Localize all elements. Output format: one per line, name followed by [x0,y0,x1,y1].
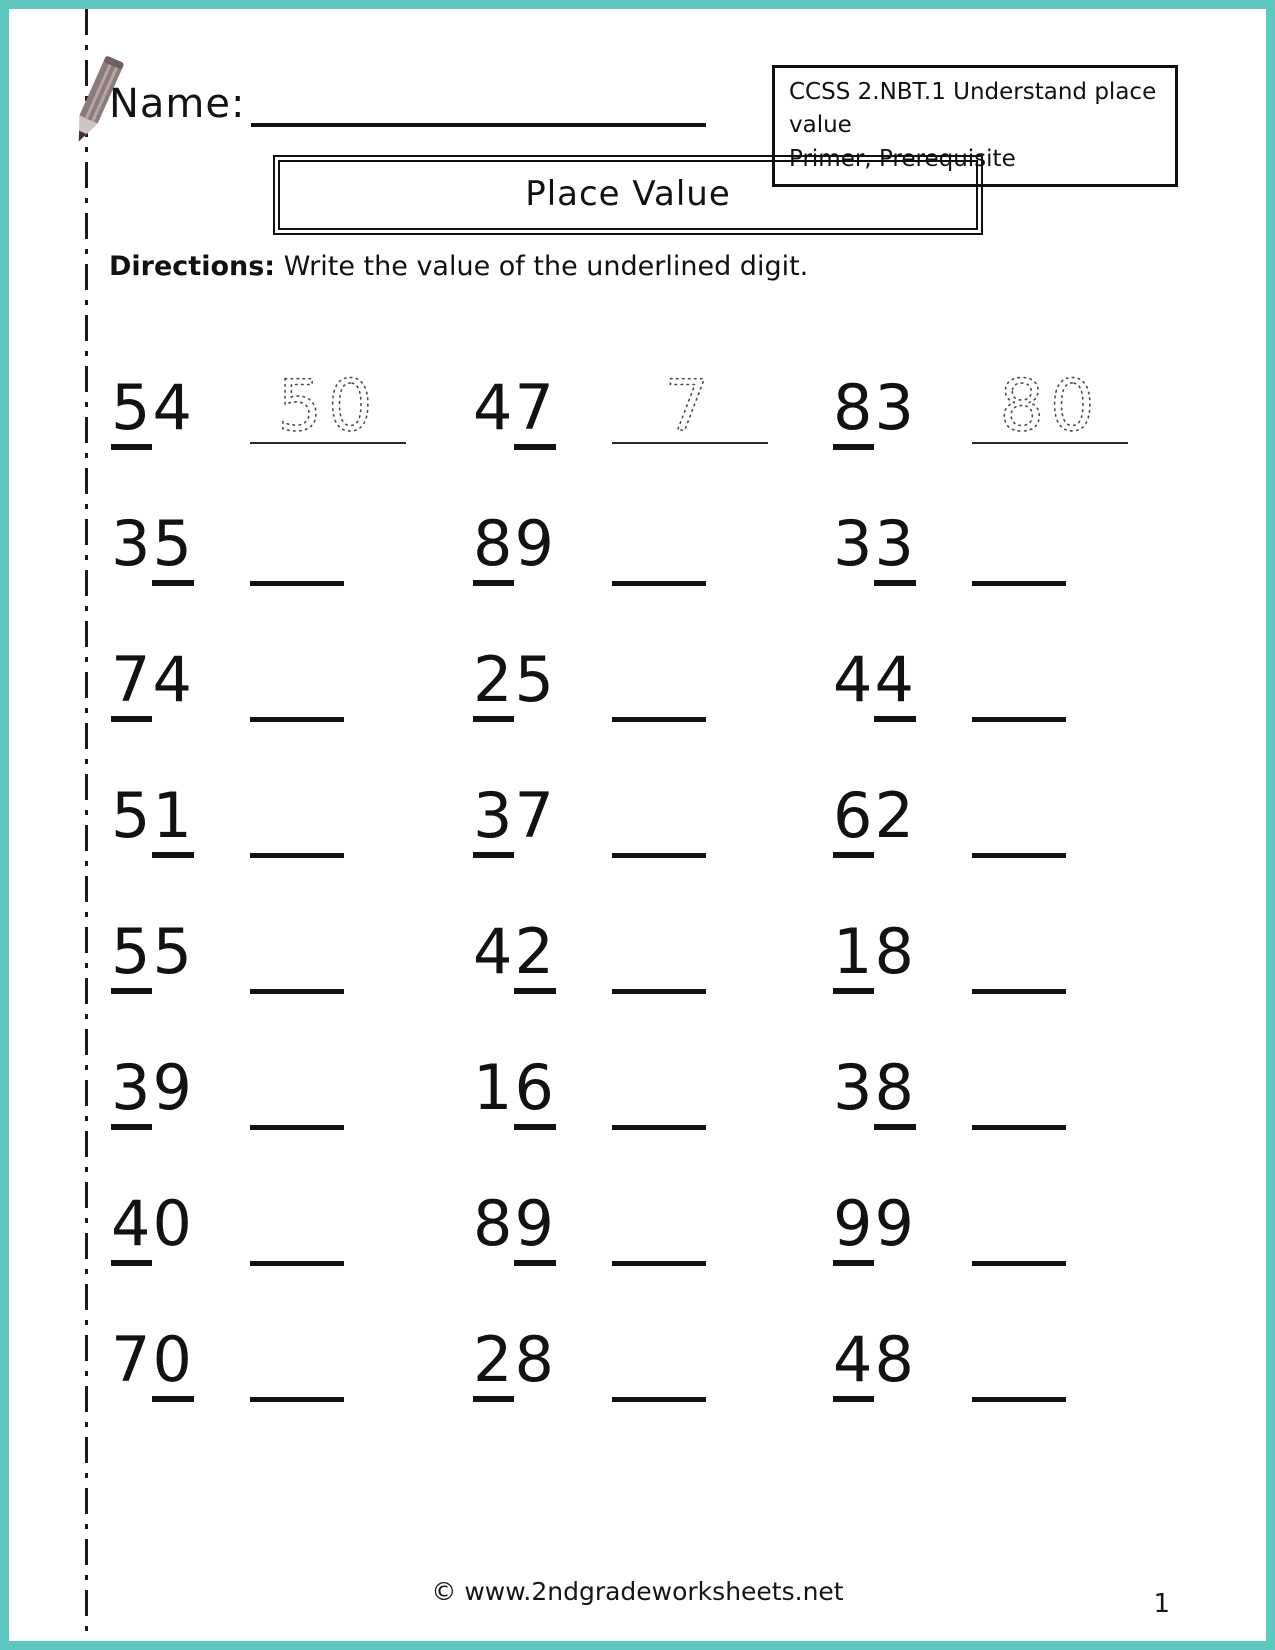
name-input-line[interactable] [251,83,706,127]
problem-item [473,450,833,586]
problem-item [473,722,833,858]
digit: 4 [152,371,194,445]
problem-number [473,1051,556,1130]
problem-number [833,1051,916,1130]
answer-blank[interactable] [612,712,706,722]
problem-number [111,1051,194,1130]
problem-item [111,722,473,858]
problem-number [473,779,556,858]
underlined-digit: 1 [833,919,874,994]
answer-blank[interactable] [250,1392,344,1402]
digit: 8 [874,1323,916,1397]
problem-item [833,1130,1173,1266]
digit: 1 [473,1051,515,1125]
answer-blank[interactable] [972,1120,1066,1130]
svg-text:50: 50 [277,365,379,447]
underlined-digit: 6 [833,783,874,858]
problem-item [111,450,473,586]
underlined-digit: 5 [152,511,193,586]
svg-text:7: 7 [664,365,716,447]
problem-item [473,858,833,994]
digit: 7 [111,1323,153,1397]
traced-answer-text [612,354,768,447]
problems-grid [111,314,1191,1402]
underlined-digit: 3 [473,783,514,858]
problem-number [111,1323,194,1402]
answer-blank[interactable] [612,1256,706,1266]
answer-blank[interactable] [972,1256,1066,1266]
digit: 3 [874,371,916,445]
problem-item [833,450,1173,586]
underlined-digit: 8 [833,375,874,450]
footer-copyright: © www.2ndgradeworksheets.net [431,1577,844,1606]
answer-blank[interactable] [972,848,1066,858]
answer-blank[interactable] [612,984,706,994]
answer-blank[interactable] [972,712,1066,722]
digit: 5 [514,643,556,717]
answer-blank[interactable] [612,1120,706,1130]
problem-number [473,1187,556,1266]
traced-answer-text [972,354,1128,447]
problem-item [111,994,473,1130]
underlined-digit: 7 [514,375,555,450]
underlined-digit: 8 [874,1055,915,1130]
problem-number [111,643,194,722]
title-box [273,155,983,235]
ccss-line1: CCSS 2.NBT.1 Understand place value [789,79,1157,139]
answer-blank[interactable] [250,712,344,722]
digit: 4 [833,643,875,717]
answer-traced[interactable] [612,348,768,447]
underlined-digit: 4 [111,1191,152,1266]
page-title: Place Value [525,174,731,214]
digit: 3 [111,507,153,581]
problem-number [111,779,194,858]
digit: 5 [111,779,153,853]
underlined-digit: 3 [874,511,915,586]
problem-number [111,1187,194,1266]
problem-number [111,371,194,450]
problem-number [473,915,556,994]
problem-number [833,915,916,994]
traced-answer-text [250,354,406,447]
underlined-digit: 4 [833,1327,874,1402]
underlined-digit: 1 [152,783,193,858]
digit: 8 [473,1187,515,1261]
answer-traced[interactable] [972,348,1128,447]
digit: 4 [152,643,194,717]
underlined-digit: 2 [473,1327,514,1402]
problem-item [473,1130,833,1266]
problem-item [111,314,473,450]
underlined-digit: 5 [111,919,152,994]
answer-blank[interactable] [250,1120,344,1130]
problem-number [473,1323,556,1402]
answer-blank[interactable] [972,1392,1066,1402]
problem-item [473,314,833,450]
answer-blank[interactable] [612,576,706,586]
problem-item [111,1130,473,1266]
underlined-digit: 4 [874,647,915,722]
ccss-line2: Primer, Prerequisite [789,145,1016,172]
directions [109,251,808,282]
problem-item [833,722,1173,858]
digit: 8 [874,915,916,989]
underlined-digit: 0 [152,1327,193,1402]
problem-item [473,586,833,722]
problem-item [833,586,1173,722]
digit: 3 [833,507,875,581]
answer-blank[interactable] [972,984,1066,994]
digit: 2 [874,779,916,853]
problem-item [833,314,1173,450]
answer-blank[interactable] [972,576,1066,586]
svg-text:80: 80 [999,365,1101,447]
answer-blank[interactable] [250,984,344,994]
digit: 3 [833,1051,875,1125]
problem-number [473,507,556,586]
underlined-digit: 3 [111,1055,152,1130]
problem-number [833,1187,916,1266]
problem-item [111,586,473,722]
title-box-inner [278,160,978,230]
digit: 5 [152,915,194,989]
digit: 9 [514,507,556,581]
problem-number [833,507,916,586]
digit: 0 [152,1187,194,1261]
answer-traced[interactable] [250,348,406,447]
problem-item [473,994,833,1130]
digit: 9 [152,1051,194,1125]
digit: 4 [473,915,515,989]
problem-item [833,858,1173,994]
problem-number [111,915,194,994]
name-label: Name: [109,81,246,127]
problem-item [833,994,1173,1130]
problem-number [833,371,916,450]
problem-number [473,643,556,722]
problem-number [833,779,916,858]
answer-blank[interactable] [250,848,344,858]
problem-item [833,1266,1173,1402]
digit: 8 [514,1323,556,1397]
notebook-margin-line [85,9,88,1641]
page-number: 1 [1153,1589,1170,1619]
underlined-digit: 9 [514,1191,555,1266]
underlined-digit: 5 [111,375,152,450]
underlined-digit: 2 [473,647,514,722]
directions-label: Directions: [109,251,276,282]
answer-blank[interactable] [612,1392,706,1402]
digit: 4 [473,371,515,445]
directions-text: Write the value of the underlined digit. [275,251,809,282]
digit: 9 [874,1187,916,1261]
answer-blank[interactable] [612,848,706,858]
underlined-digit: 9 [833,1191,874,1266]
underlined-digit: 7 [111,647,152,722]
underlined-digit: 8 [473,511,514,586]
underlined-digit: 6 [514,1055,555,1130]
problem-number [833,1323,916,1402]
problem-item [111,858,473,994]
digit: 7 [514,779,556,853]
problem-item [111,1266,473,1402]
problem-number [473,371,556,450]
underlined-digit: 2 [514,919,555,994]
problem-item [473,1266,833,1402]
answer-blank[interactable] [250,576,344,586]
problem-number [111,507,194,586]
problem-number [833,643,916,722]
answer-blank[interactable] [250,1256,344,1266]
